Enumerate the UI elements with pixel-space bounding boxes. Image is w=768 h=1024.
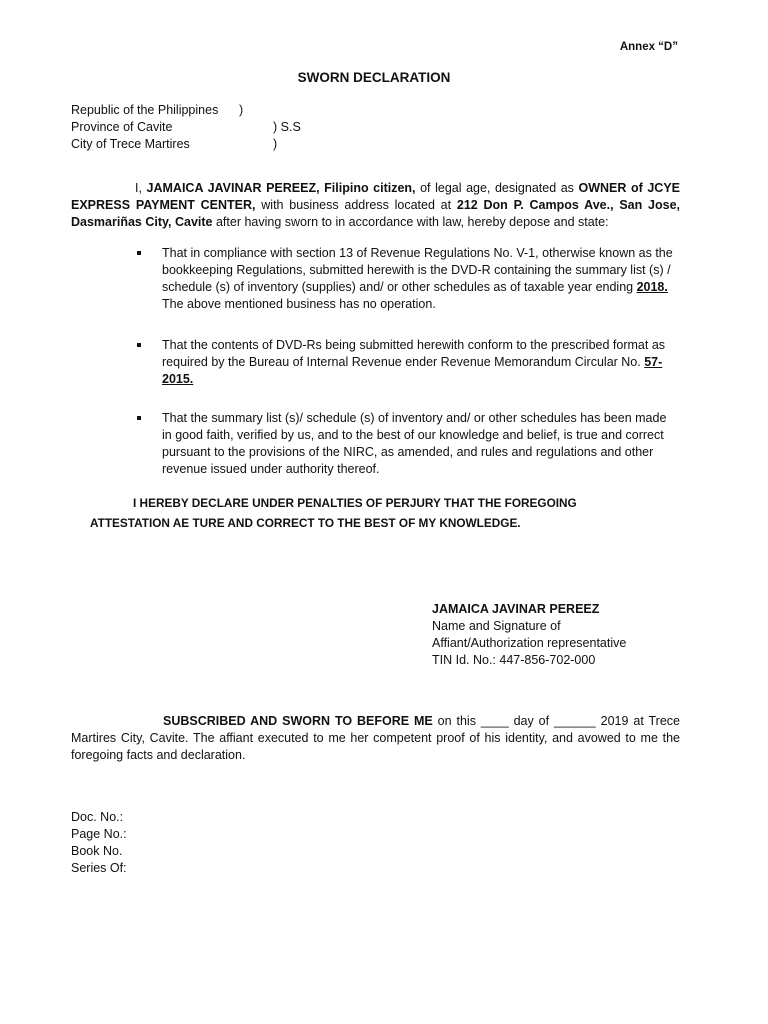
intro-text: with business address located at [255,198,457,212]
venue-block [71,102,331,153]
list-item-text: That the summary list (s)/ schedule (s) of inventory and/ or other schedules has been made in good faith, verified by us, and to the best of our knowledge and belief, is true and correct pursuant to the provisions of the NIRC, as amended, and rules and regulations and other revenue issued under authority thereof. [162,411,667,476]
signature-block [432,601,626,669]
signature-caption: Affiant/Authorization representative [432,636,627,650]
list-item-text: That in compliance with section 13 of Revenue Regulations No. V-1, otherwise known as the bookkeeping Regulations, submitted herewith is the DVD-R containing the summary list (s) / schedule (s) of inventory (supplies) and/ or other schedules as of taxable year ending [162,246,673,294]
intro-text: of legal age, designated as [415,181,579,195]
jurat-paragraph [71,713,680,764]
jurat-lead: SUBSCRIBED AND SWORN TO BEFORE ME [163,714,433,728]
affiant-name: JAMAICA JAVINAR PEREEZ [432,602,600,616]
declaration-line: ATTESTATION AE TURE AND CORRECT TO THE BEST OF MY KNOWLEDGE. [90,516,521,530]
jurat-text: on this ____ day of ______ 2019 at Trece Martires City, Cavite. The affiant executed to me her competent proof of his identity, and avowed to me the foregoing facts and declaration. [71,714,680,762]
book-number-label: Book No. [71,844,123,858]
perjury-declaration [90,493,690,533]
business-name: OWNER of JCYE EXPRESS PAYMENT CENTER, [71,181,681,212]
venue-label: City of Trece Martires [71,137,190,151]
business-address: 212 Don P. Campos Ave., San Jose, Dasmariñas City, Cavite [71,198,680,229]
list-item [162,337,678,388]
list-item-text: The above mentioned business has no operation. [162,297,436,311]
venue-label: Province of Cavite [71,120,173,134]
declaration-line: I HEREBY DECLARE UNDER PENALTIES OF PERJURY THAT THE FOREGOING [133,496,577,510]
venue-mark: ) [273,137,278,151]
series-label: Series Of: [71,861,127,875]
bullet-icon [137,416,141,420]
signature-caption: Name and Signature of [432,619,561,633]
list-item [162,245,678,313]
circular-number: 57-2015. [162,355,663,386]
taxable-year: 2018. [636,280,668,294]
annex-label: Annex “D” [619,41,678,53]
list-item [162,410,678,478]
venue-label: Republic of the Philippines [71,103,219,117]
doc-number-label: Doc. No.: [71,810,124,824]
bullet-icon [137,343,141,347]
page-number-label: Page No.: [71,827,127,841]
affiant-name-inline: JAMAICA JAVINAR PEREEZ, Filipino citizen, [146,181,416,195]
intro-text: I, [135,181,147,195]
tin-number: TIN Id. No.: 447-856-702-000 [432,653,596,667]
bullet-icon [137,251,141,255]
page-title: SWORN DECLARATION [297,70,451,85]
venue-row-city [71,136,331,153]
intro-text: after having sworn to in accordance with law, hereby depose and state: [212,215,609,229]
venue-mark: ) S.S [273,120,301,134]
notarial-register [71,809,127,877]
list-item-text: That the contents of DVD-Rs being submitted herewith conform to the prescribed format as required by the Bureau of Internal Revenue ender Revenue Memorandum Circular No. [162,338,666,369]
venue-mark: ) [239,103,244,117]
venue-row-province [71,119,331,136]
venue-row-republic [71,102,331,119]
intro-paragraph [71,180,680,231]
